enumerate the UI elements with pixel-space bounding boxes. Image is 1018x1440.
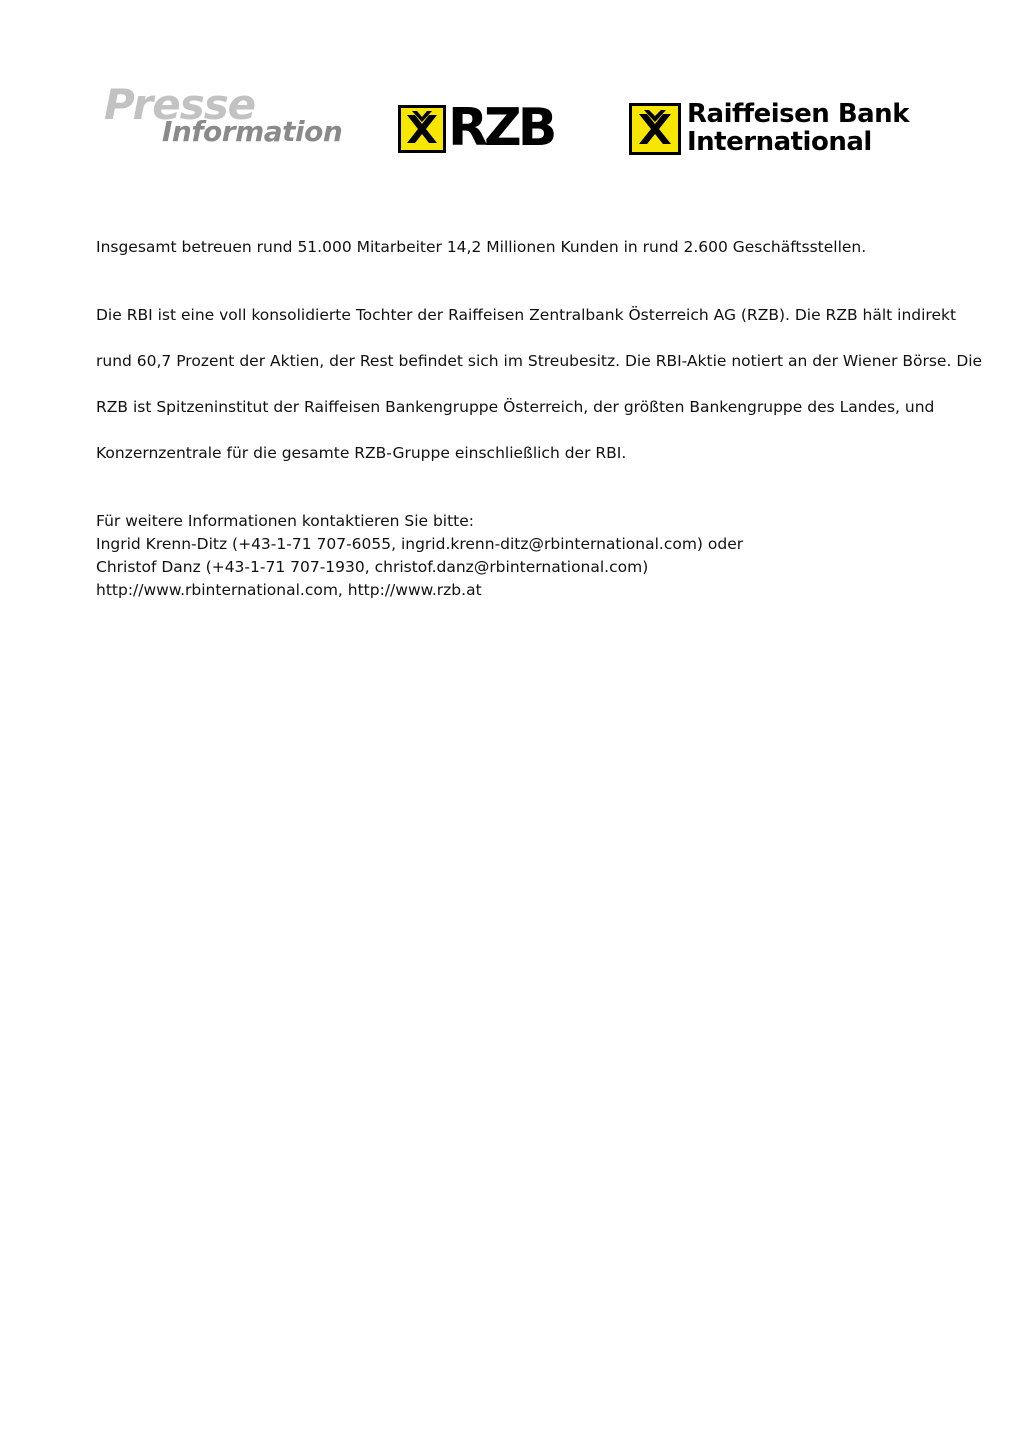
rzb-logo — [398, 98, 568, 158]
paragraph-line: RZB ist Spitzeninstitut der Raiffeisen Bankengruppe Österreich, der größten Bankengruppe des Landes, und — [96, 398, 935, 416]
press-release-body — [96, 236, 983, 602]
paragraph-ownership — [96, 281, 983, 488]
contact-block — [96, 510, 956, 602]
presse-information-logo — [104, 80, 343, 162]
rbi-logo-text — [687, 100, 909, 156]
presse-logo-line2: Information — [162, 115, 343, 148]
raiffeisen-gable-cross-icon — [398, 105, 446, 153]
raiffeisen-gable-cross-icon — [629, 103, 681, 155]
presse-logo-line1: Presse — [104, 80, 256, 129]
paragraph-line: Die RBI ist eine voll konsolidierte Tochter der Raiffeisen Zentralbank Österreich AG (RZB). Die RZB hält indirekt — [96, 306, 957, 324]
paragraph-line: Konzernzentrale für die gesamte RZB-Gruppe einschließlich der RBI. — [96, 444, 627, 462]
contact-intro: Für weitere Informationen kontaktieren Sie bitte: — [96, 512, 475, 530]
rbi-logo — [629, 99, 949, 159]
rbi-logo-line1: Raiffeisen Bank — [687, 99, 909, 129]
contact-ingrid-krenn-ditz[interactable]: Ingrid Krenn-Ditz (+43-1-71 707-6055, ingrid.krenn-ditz@rbinternational.com) oder — [96, 535, 744, 553]
contact-christof-danz[interactable]: Christof Danz (+43-1-71 707-1930, christof.danz@rbinternational.com) — [96, 558, 649, 576]
paragraph-employees: Insgesamt betreuen rund 51.000 Mitarbeiter 14,2 Millionen Kunden in rund 2.600 Geschäftsstellen. — [96, 238, 867, 256]
paragraph-line: rund 60,7 Prozent der Aktien, der Rest befindet sich im Streubesitz. Die RBI-Aktie notiert an der Wiener Börse. Die — [96, 352, 983, 370]
rbi-logo-line2: International — [687, 127, 872, 157]
page-header — [0, 0, 1018, 180]
website-links[interactable]: http://www.rbinternational.com, http://www.rzb.at — [96, 581, 482, 599]
rzb-logo-text: RZB — [448, 98, 554, 158]
